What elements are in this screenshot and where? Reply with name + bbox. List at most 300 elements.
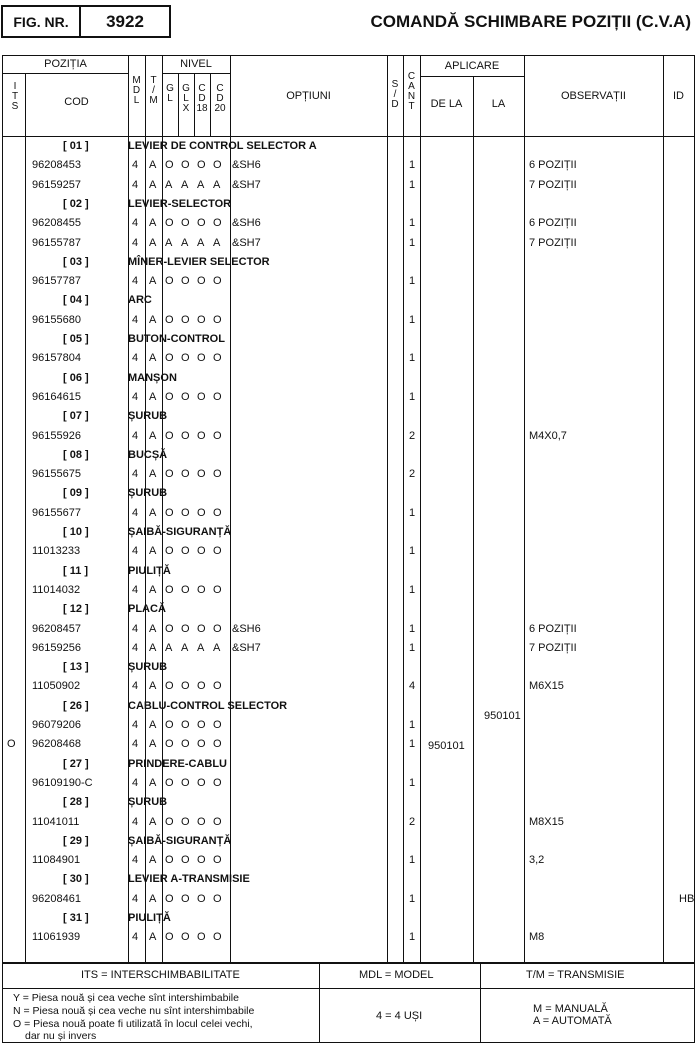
part-name: ȘAIBĂ-SIGURANȚĂ	[128, 526, 232, 538]
position-row	[3, 253, 694, 272]
header-aplicare: APLICARE	[444, 60, 500, 72]
header-la: LA	[491, 98, 506, 110]
cell-n4: O	[213, 217, 222, 230]
legend-manual: M = MANUALĂ	[533, 1003, 608, 1015]
cell-cod: 96208457	[32, 622, 81, 635]
cell-tm: A	[149, 275, 157, 288]
cell-n3: O	[197, 275, 206, 288]
cell-n1: O	[165, 352, 174, 365]
table-row	[3, 349, 694, 368]
position-number: [ 31 ]	[63, 912, 89, 924]
cell-cod: 96164615	[32, 390, 81, 403]
cell-n2: O	[181, 545, 190, 558]
header-glx: G L X	[182, 83, 190, 114]
cell-cod: 96155677	[32, 506, 81, 519]
parts-table	[2, 55, 695, 963]
position-number: [ 07 ]	[63, 410, 89, 423]
cell-n2: A	[181, 641, 189, 654]
cell-cant: 1	[409, 719, 416, 731]
position-number: [ 27 ]	[63, 757, 89, 770]
position-row	[3, 697, 694, 716]
cell-obs: M6X15	[529, 680, 564, 693]
cell-n4: O	[213, 892, 222, 905]
cell-cod: 96155675	[32, 468, 81, 481]
cell-cant: 1	[409, 738, 416, 751]
cell-n1: O	[165, 545, 174, 558]
table-row	[3, 504, 694, 523]
header-cd20: C D 20	[214, 83, 226, 114]
cell-mdl: 4	[132, 931, 139, 944]
part-name: CABLU-CONTROL SELECTOR	[128, 699, 288, 712]
cell-mdl: 4	[132, 275, 139, 288]
cell-n3: O	[197, 468, 206, 481]
cell-mdl: 4	[132, 892, 139, 905]
cell-mdl: 4	[132, 217, 139, 230]
position-row	[3, 909, 694, 928]
cell-cant: 1	[409, 313, 416, 326]
cell-cant: 1	[409, 854, 416, 867]
position-number: [ 03 ]	[63, 255, 89, 268]
header-dela: DE LA	[430, 98, 463, 110]
cell-n1: O	[165, 680, 174, 693]
cell-obs: M8	[529, 931, 545, 944]
cell-cod: 96157787	[32, 275, 81, 288]
legend-its: ITS = INTERSCHIMBABILITATE	[81, 969, 240, 981]
cell-cod: 96208453	[32, 159, 81, 172]
cell-cod: 11014032	[32, 583, 81, 596]
cell-mdl: 4	[132, 429, 139, 442]
cell-tm: A	[149, 815, 157, 828]
cell-cant: 1	[409, 776, 416, 789]
cell-n1: O	[165, 506, 174, 519]
part-name: PLACĂ	[128, 603, 166, 616]
part-name: MANȘON	[128, 371, 177, 384]
cell-mdl: 4	[132, 719, 139, 731]
cell-mdl: 4	[132, 776, 139, 789]
cell-mdl: 4	[132, 352, 139, 365]
cell-mdl: 4	[132, 854, 139, 867]
header-optiuni: OPȚIUNI	[286, 90, 331, 102]
cell-tm: A	[149, 352, 157, 365]
cell-n4: O	[213, 931, 222, 944]
part-name: PIULIȚĂ	[128, 912, 171, 924]
cell-n4: O	[213, 313, 222, 326]
cell-n2: O	[181, 815, 190, 828]
cell-cant: 1	[409, 275, 416, 288]
cell-n2: O	[181, 313, 190, 326]
cell-tm: A	[149, 429, 157, 442]
cell-cant: 1	[409, 583, 416, 596]
cell-opt: &SH6	[232, 159, 261, 172]
part-name: PIULIȚĂ	[128, 564, 171, 577]
cell-n3: O	[197, 217, 206, 230]
position-number: [ 10 ]	[63, 526, 89, 538]
cell-mdl: 4	[132, 468, 139, 481]
cell-mdl: 4	[132, 236, 139, 249]
cell-mdl: 4	[132, 545, 139, 558]
cell-its: O	[7, 738, 16, 751]
part-name: MÎNER-LEVIER SELECTOR	[128, 255, 270, 268]
position-number: [ 01 ]	[63, 140, 89, 152]
header-tm: T / M	[149, 75, 158, 106]
cell-n2: O	[181, 275, 190, 288]
header-nivel: NIVEL	[180, 58, 212, 70]
cell-n3: O	[197, 352, 206, 365]
cell-tm: A	[149, 313, 157, 326]
position-number: [ 26 ]	[63, 699, 89, 712]
legend-y: Y = Piesa nouă și cea veche sînt intershimbabile	[13, 992, 239, 1004]
cell-n3: O	[197, 776, 206, 789]
cell-obs: 3,2	[529, 854, 545, 867]
cell-n1: O	[165, 854, 174, 867]
cell-n3: O	[197, 931, 206, 944]
cell-tm: A	[149, 931, 157, 944]
cell-tm: A	[149, 583, 157, 596]
part-name: ȘURUB	[128, 487, 168, 500]
position-row	[3, 446, 694, 465]
cell-cant: 2	[409, 429, 416, 442]
position-number: [ 30 ]	[63, 873, 89, 886]
cell-mdl: 4	[132, 738, 139, 751]
cell-n3: A	[197, 236, 205, 249]
position-number: [ 06 ]	[63, 371, 89, 384]
part-name: ARC	[128, 294, 152, 307]
cell-obs: M4X0,7	[529, 429, 567, 442]
header-cant: C A N T	[407, 71, 416, 112]
cell-cod: 96079206	[32, 719, 81, 731]
cell-tm: A	[149, 892, 157, 905]
cell-n2: O	[181, 506, 190, 519]
cell-cod: 96155926	[32, 429, 81, 442]
table-row	[3, 176, 694, 195]
cell-cod: 96208455	[32, 217, 81, 230]
part-name: LEVIER A-TRANSMISIE	[128, 873, 250, 886]
position-row	[3, 870, 694, 889]
cell-tm: A	[149, 641, 157, 654]
cell-n4: O	[213, 738, 222, 751]
cell-cant: 1	[409, 641, 416, 654]
cell-mdl: 4	[132, 313, 139, 326]
table-row	[3, 710, 694, 735]
cell-n1: O	[165, 622, 174, 635]
cell-cant: 1	[409, 506, 416, 519]
cell-cant: 1	[409, 931, 416, 944]
cell-n1: O	[165, 892, 174, 905]
cell-cant: 2	[409, 815, 416, 828]
position-number: [ 28 ]	[63, 796, 89, 809]
cell-dela: 950101	[428, 740, 465, 753]
cell-n2: O	[181, 892, 190, 905]
cell-tm: A	[149, 854, 157, 867]
cell-n2: O	[181, 159, 190, 172]
cell-n4: O	[213, 506, 222, 519]
table-row	[3, 234, 694, 253]
cell-obs: 6 POZIȚII	[529, 622, 577, 635]
position-row	[3, 195, 694, 214]
cell-n3: O	[197, 815, 206, 828]
cell-n4: A	[213, 178, 221, 191]
cell-n1: O	[165, 390, 174, 403]
cell-n3: O	[197, 622, 206, 635]
position-row	[3, 832, 694, 851]
table-row	[3, 156, 694, 175]
cell-mdl: 4	[132, 641, 139, 654]
cell-mdl: 4	[132, 583, 139, 596]
cell-obs: 6 POZIȚII	[529, 217, 577, 230]
figure-label: FIG. NR.	[3, 7, 81, 36]
cell-n2: O	[181, 217, 190, 230]
cell-n1: O	[165, 719, 174, 731]
header-its: I T S	[11, 81, 19, 112]
figure-number-box	[1, 5, 171, 38]
cell-n3: A	[197, 641, 205, 654]
cell-n4: A	[213, 236, 221, 249]
cell-n3: O	[197, 738, 206, 751]
part-name: PRINDERE-CABLU	[128, 757, 227, 770]
position-number: [ 09 ]	[63, 487, 89, 500]
table-row	[3, 928, 694, 947]
cell-n3: O	[197, 390, 206, 403]
cell-tm: A	[149, 738, 157, 751]
table-row	[3, 388, 694, 407]
cell-n4: O	[213, 390, 222, 403]
cell-n1: O	[165, 429, 174, 442]
table-row	[3, 214, 694, 233]
header-pozitia: POZIȚIA	[44, 58, 87, 70]
cell-cant: 1	[409, 217, 416, 230]
part-name: BUCȘĂ	[128, 448, 168, 461]
cell-n2: O	[181, 429, 190, 442]
position-row	[3, 562, 694, 581]
cell-n4: A	[213, 641, 221, 654]
cell-tm: A	[149, 680, 157, 693]
position-number: [ 02 ]	[63, 197, 89, 210]
position-row	[3, 137, 694, 156]
cell-n4: O	[213, 854, 222, 867]
cell-cant: 1	[409, 545, 416, 558]
cell-n2: O	[181, 583, 190, 596]
cell-n4: O	[213, 680, 222, 693]
cell-opt: &SH7	[232, 641, 261, 654]
position-number: [ 08 ]	[63, 448, 89, 461]
cell-mdl: 4	[132, 506, 139, 519]
cell-obs: 7 POZIȚII	[529, 236, 577, 249]
cell-n1: O	[165, 776, 174, 789]
cell-cod: 11041011	[32, 815, 80, 828]
legend-o: O = Piesa nouă poate fi utilizată în locul celei vechi,	[13, 1018, 253, 1030]
legend-auto: A = AUTOMATĂ	[533, 1015, 612, 1027]
cell-obs: 7 POZIȚII	[529, 641, 577, 654]
table-row	[3, 311, 694, 330]
header-cod: COD	[64, 96, 89, 108]
cell-obs: 7 POZIȚII	[529, 178, 577, 191]
table-row	[3, 813, 694, 832]
cell-n3: O	[197, 583, 206, 596]
cell-tm: A	[149, 217, 157, 230]
cell-obs: 6 POZIȚII	[529, 159, 577, 172]
cell-n2: O	[181, 468, 190, 481]
cell-n1: O	[165, 931, 174, 944]
cell-n1: O	[165, 468, 174, 481]
position-row	[3, 523, 694, 542]
page-title: COMANDĂ SCHIMBARE POZIȚII (C.V.A)	[370, 12, 691, 31]
cell-cant: 1	[409, 390, 416, 403]
cell-n2: O	[181, 352, 190, 365]
cell-n2: O	[181, 719, 190, 731]
header-id: ID	[673, 90, 684, 102]
cell-n1: O	[165, 275, 174, 288]
cell-mdl: 4	[132, 622, 139, 635]
cell-cod: 96155787	[32, 236, 81, 249]
cell-n3: O	[197, 892, 206, 905]
cell-mdl: 4	[132, 159, 139, 172]
cell-n3: O	[197, 429, 206, 442]
cell-obs: M8X15	[529, 815, 564, 828]
cell-cant: 4	[409, 680, 416, 693]
cell-cant: 1	[409, 178, 416, 191]
cell-mdl: 4	[132, 680, 139, 693]
table-row	[3, 272, 694, 291]
cell-tm: A	[149, 545, 157, 558]
cell-cant: 1	[409, 236, 416, 249]
cell-tm: A	[149, 468, 157, 481]
cell-cant: 1	[409, 159, 416, 172]
table-row	[3, 890, 694, 909]
cell-opt: &SH6	[232, 217, 261, 230]
cell-n4: O	[213, 776, 222, 789]
cell-cod: 96208468	[32, 738, 81, 751]
cell-opt: &SH7	[232, 178, 261, 191]
cell-la: 950101	[484, 710, 521, 722]
cell-n4: O	[213, 159, 222, 172]
cell-cod: 96159257	[32, 178, 81, 191]
part-name: LEVIER DE CONTROL SELECTOR A	[128, 140, 317, 152]
table-row	[3, 427, 694, 446]
table-row	[3, 465, 694, 484]
cell-n4: O	[213, 583, 222, 596]
cell-tm: A	[149, 178, 157, 191]
cell-opt: &SH6	[232, 622, 261, 635]
cell-cod: 96159256	[32, 641, 81, 654]
cell-tm: A	[149, 622, 157, 635]
position-number: [ 11 ]	[63, 564, 89, 577]
position-number: [ 29 ]	[63, 834, 89, 847]
cell-n2: O	[181, 854, 190, 867]
position-row	[3, 755, 694, 774]
cell-cant: 2	[409, 468, 416, 481]
cell-n1: A	[165, 178, 173, 191]
header-cd18: C D 18	[196, 83, 208, 114]
cell-n3: O	[197, 545, 206, 558]
table-row	[3, 581, 694, 600]
cell-n3: A	[197, 178, 205, 191]
cell-n4: O	[213, 622, 222, 635]
part-name: ȘURUB	[128, 796, 168, 809]
part-name: ȘURUB	[128, 661, 168, 674]
table-row	[3, 774, 694, 793]
cell-n1: O	[165, 583, 174, 596]
cell-n3: O	[197, 719, 206, 731]
position-row	[3, 484, 694, 503]
part-name: ȘAIBĂ-SIGURANȚĂ	[128, 834, 232, 847]
header-gl: G L	[166, 83, 174, 104]
cell-n4: O	[213, 719, 222, 731]
figure-number: 3922	[106, 11, 144, 31]
legend-doors: 4 = 4 UȘI	[376, 1010, 423, 1022]
cell-cant: 1	[409, 622, 416, 635]
header-mdl: M D L	[132, 75, 141, 106]
cell-cod: 96155680	[32, 313, 81, 326]
cell-n2: O	[181, 931, 190, 944]
legend-o-cont: dar nu și invers	[25, 1030, 97, 1042]
cell-mdl: 4	[132, 815, 139, 828]
part-name: ȘURUB	[128, 410, 168, 423]
cell-opt: &SH7	[232, 236, 261, 249]
legend-mdl: MDL = MODEL	[359, 969, 434, 981]
cell-cant: 1	[409, 352, 416, 365]
header-sd: S / D	[391, 79, 399, 110]
cell-n2: A	[181, 178, 189, 191]
position-row	[3, 658, 694, 677]
cell-n1: O	[165, 159, 174, 172]
cell-cod: 96208461	[32, 892, 81, 905]
legend-tm: T/M = TRANSMISIE	[526, 969, 625, 981]
cell-tm: A	[149, 719, 157, 731]
cell-n1: A	[165, 641, 173, 654]
position-row	[3, 407, 694, 426]
table-row	[3, 735, 694, 754]
cell-cod: 96157804	[32, 352, 81, 365]
cell-id: HB	[679, 892, 695, 905]
table-row	[3, 542, 694, 561]
cell-n3: O	[197, 159, 206, 172]
position-number: [ 13 ]	[63, 661, 89, 674]
cell-n2: A	[181, 236, 189, 249]
cell-cod: 11084901	[32, 854, 81, 867]
cell-n4: O	[213, 275, 222, 288]
table-row	[3, 677, 694, 696]
cell-n4: O	[213, 352, 222, 365]
cell-n2: O	[181, 680, 190, 693]
cell-tm: A	[149, 776, 157, 789]
position-row	[3, 330, 694, 349]
cell-cod: 11013233	[32, 545, 81, 558]
position-row	[3, 291, 694, 310]
cell-n3: O	[197, 313, 206, 326]
cell-tm: A	[149, 506, 157, 519]
cell-mdl: 4	[132, 178, 139, 191]
part-name: LEVIER-SELECTOR	[128, 197, 232, 210]
cell-tm: A	[149, 159, 157, 172]
cell-n4: O	[213, 429, 222, 442]
part-name: BUTON-CONTROL	[128, 333, 225, 345]
cell-cod: 11050902	[32, 680, 81, 693]
table-row	[3, 620, 694, 639]
cell-tm: A	[149, 236, 157, 249]
position-number: [ 12 ]	[63, 603, 89, 616]
cell-cant: 1	[409, 892, 416, 905]
cell-n1: O	[165, 738, 174, 751]
cell-n2: O	[181, 390, 190, 403]
cell-n2: O	[181, 738, 190, 751]
cell-n2: O	[181, 776, 190, 789]
table-row	[3, 851, 694, 870]
cell-n2: O	[181, 622, 190, 635]
cell-tm: A	[149, 390, 157, 403]
position-row	[3, 369, 694, 388]
cell-n3: O	[197, 854, 206, 867]
cell-n4: O	[213, 815, 222, 828]
